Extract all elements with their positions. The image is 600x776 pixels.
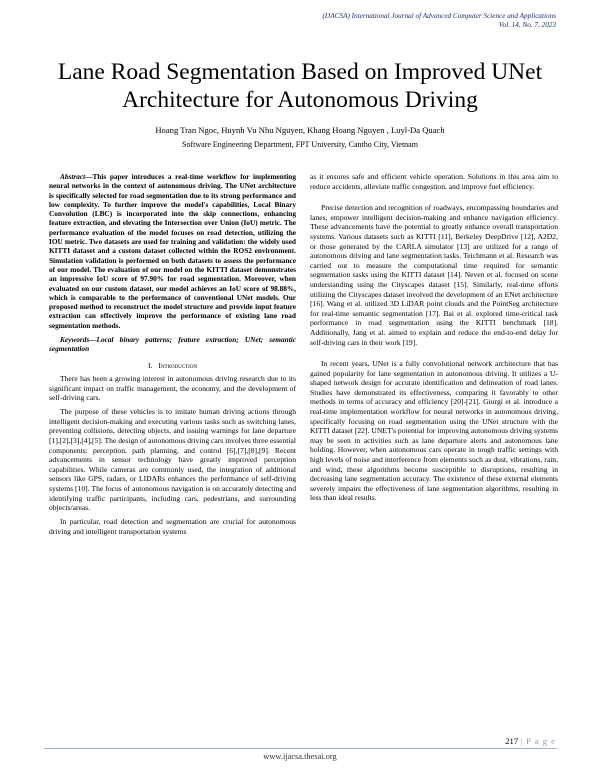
journal-name: (IJACSA) International Journal of Advanced Computer Science and Applications [322,12,556,20]
abstract-text: —This paper introduces a real-time workflow for implementing neural networks in the context of autonomous driving. The UNet architecture is specifically selected for road segmentation due to its strong performance and low complexity. To further improve the model's capabilities, Local Binary Convolution (LBC) is incorporated into the skip connections, enhancing feature extraction, and elevating the Intersection over Union (IoU) metric. The performance evaluation of the model focuses on road detection, utilizing the IOU metric. Two datasets are used for training and validation: the widely used KITTI dataset and a custom dataset collected within the ROS2 environment. Simulation validation is performed on both datasets to assess the performance of our model. The evaluation of our model on the KITTI dataset demonstrates an impressive IoU score of 97.90% for road segmentation. Moreover, when evaluated on our custom dataset, our model achieves an IoU score of 98.88%, which is comparable to the performance of conventional UNet models. Our proposed method to reconstruct the model structure and provide input feature extraction can effectively improve the performance of existing lane road segmentation methods. [49,172,296,330]
paragraph: In recent years, UNet is a fully convolutional network architecture that has gained popularity for lane segmentation in autonomous driving. It utilizes a U-shaped network design for accurate identification and delineation of road lanes. Studies have demonstrated its effectiveness, comparing it favorably to other methods in terms of accuracy and efficiency [20]-[21]. Giurgi et al. introduce a real-time implementation workflow for neural networks in autonomous driving, specifically focusing on road segmentation using the UNet structure with the KITTI dataset [22]. UNET's potential for improving autonomous driving systems may be seen in activities such as lane departure alerts and autonomous lane holding. However, when autonomous cars operate in tough traffic settings with high levels of noise and interference from elements such as dust, vibrations, rain, and wind, these algorithms become susceptible to disruptions, resulting in decreasing lane segmentation accuracy. The existence of these external elements severely impairs the effectiveness of lane segmentation algorithms, resulting in less than ideal results. [310,359,558,503]
page-number [505,736,556,746]
section-heading [49,361,296,371]
abstract [49,172,296,330]
title-line-2: Architecture for Autonomous Driving [122,87,478,113]
title-line-1: Lane Road Segmentation Based on Improved UNet [57,59,543,85]
journal-header [322,12,556,30]
keywords [49,335,296,354]
footer-website[interactable]: www.ijacsa.thesai.org [263,752,337,761]
paper-title [0,58,600,114]
paragraph: In particular, road detection and segmentation are crucial for autonomous driving and intelligent transportation systems [49,516,296,536]
right-column [310,172,558,507]
page-number-value: 217 [505,736,519,746]
affiliation: Software Engineering Department, FPT University, Cantho City, Vietnam [182,140,418,149]
left-column [49,172,296,540]
section-title: Introduction [158,360,198,370]
keywords-label: Keywords [60,335,90,345]
abstract-label: Abstract [60,172,86,181]
paragraph: There has been a growing interest in autonomous driving research due to its significant impact on traffic management, the economy, and the development of self-driving cars. [49,374,296,403]
journal-volume: Vol. 14, No. 7, 2023 [498,21,556,29]
footer-divider [44,748,557,749]
paragraph: Precise detection and recognition of roadways, encompassing boundaries and lanes, empower intelligent decision-making and enhance navigation efficiency. These advancements have the potential to greatly enhance overall transportation systems. Various datasets such as KITTI [11], Berkeley DeepDrive [12], A2D2, or those generated by the CARLA simulator [13] are utilized for a range of autonomous driving and lane segmentation tasks. Teichmann et al. Research was carried out to measure the computational time required for semantic segmentation tasks using the KITTI dataset [14]. Neven et al. focused on scene understanding using the Cityscapes dataset [15]. Similarly, real-time efforts utilizing the Cityscapes dataset involved the development of an ENet architecture [16]. Wang et al. utilized 3D LiDAR point clouds and the PointSeg architecture for real-time semantic segmentation [17]. Bai et al. explored time-critical task performance in road segmentation using the KITTI benchmark [18]. Additionally, Jang et al. aimed to explain and reduce the end-to-end delay for self-driving cars in their work [19]. [310,203,558,347]
keywords-text: —Local binary patterns; feature extraction; UNet; semantic segmentation [49,335,296,354]
section-number: I. [147,360,153,370]
authors: Hoang Tran Ngoc, Huynh Vu Nhu Nguyen, Khang Hoang Nguyen , Luyl-Da Quach [155,125,445,135]
page-label: | P a g e [520,736,556,746]
paragraph: The purpose of these vehicles is to imitate human driving actions through intelligent decision-making and executing various tasks such as switching lanes, preventing collisions, detecting objects, and issuing warnings for lane departure [1],[2],[3],[4],[5]. The design of autonomous driving cars involves three essential components: perception, path planning, and control [6],[7],[8],[9]. Recent advancements in sensor technology have greatly improved perception capabilities. While cameras are commonly used, the integration of additional sensors like GPS, radars, or LIDARs enhances the performance of self-driving systems [10]. The focus of autonomous navigation is on accurately detecting and identifying traffic participants, including cars, pedestrians, and surrounding objects/areas. [49,407,297,513]
paragraph: as it ensures safe and efficient vehicle operation. Solutions in this area aim to reduce accidents, alleviate traffic congestion, and improve fuel efficiency. [310,172,558,191]
